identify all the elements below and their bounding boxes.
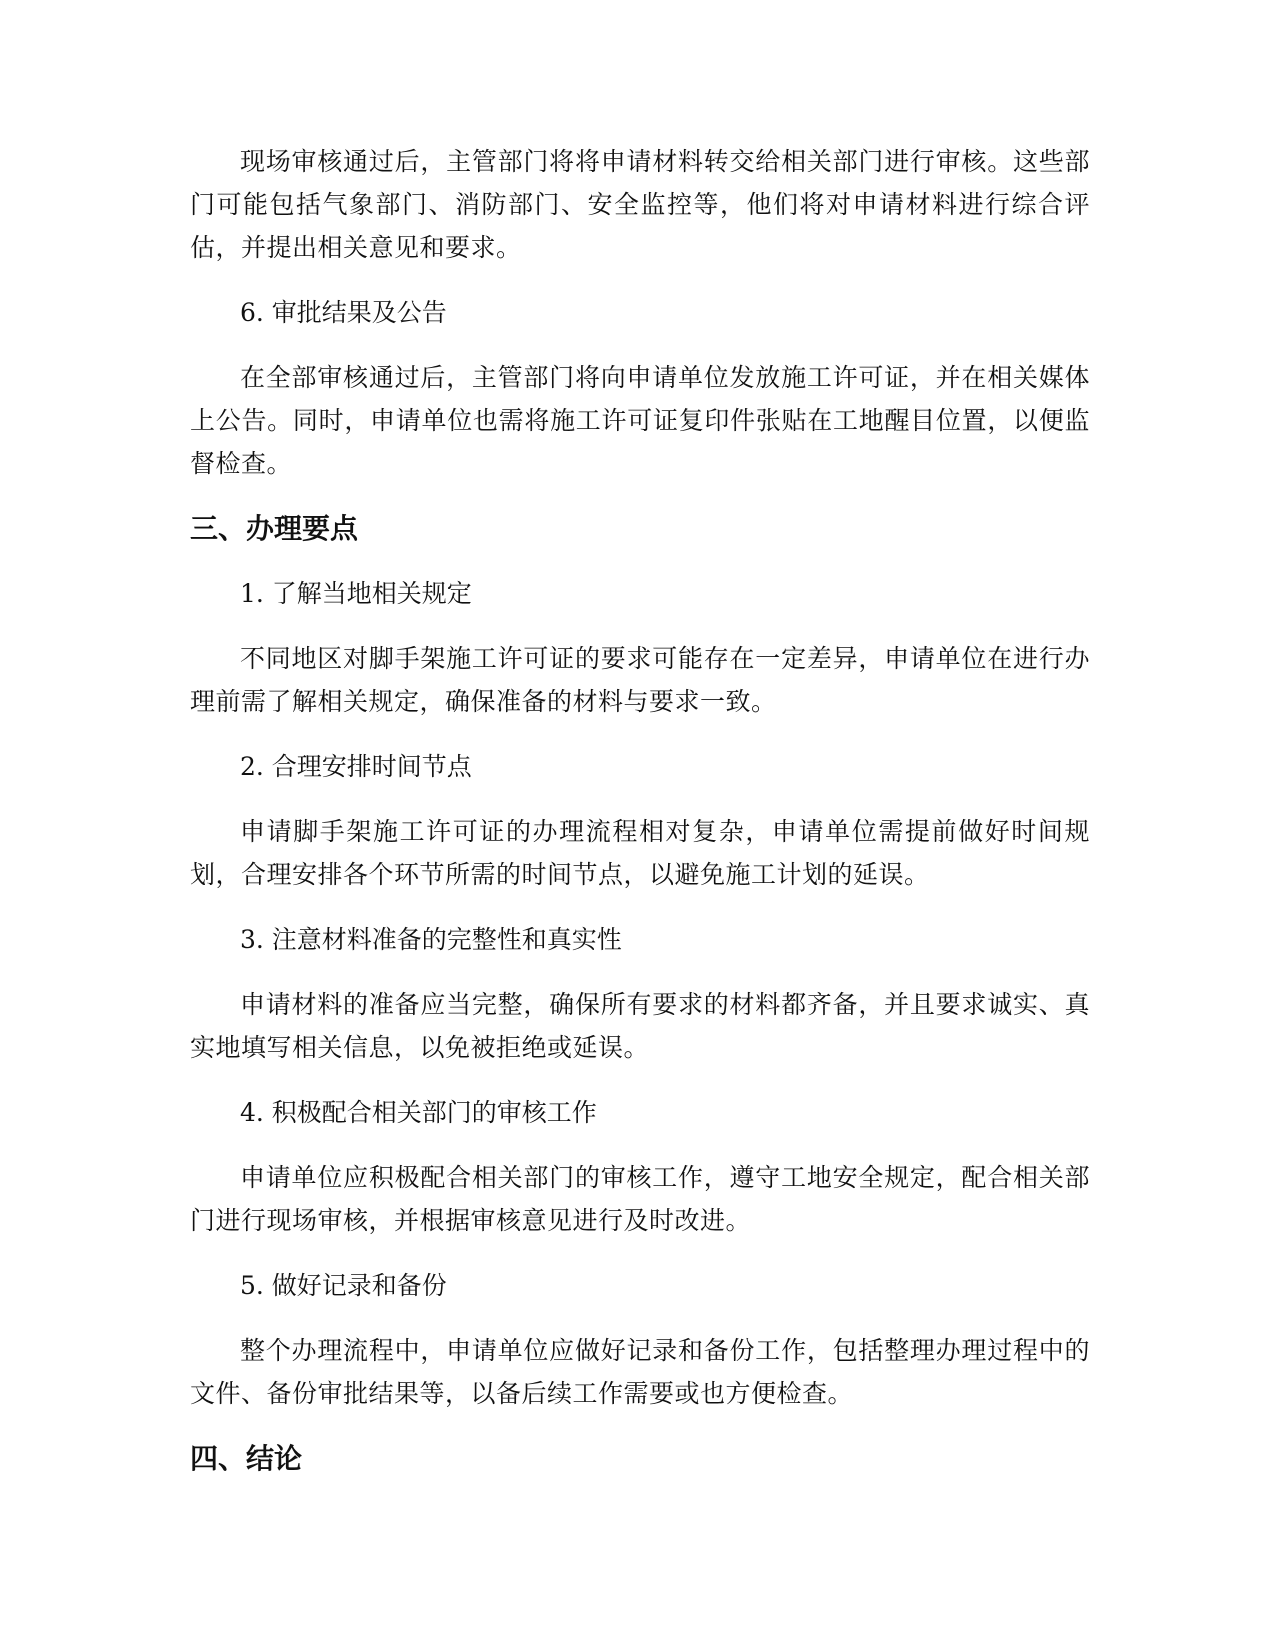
paragraph-material-integrity: 申请材料的准备应当完整，确保所有要求的材料都齐备，并且要求诚实、真实地填写相关信息，以免被拒绝或延误。	[190, 990, 1090, 1062]
subheading-time-schedule: 2. 合理安排时间节点	[240, 752, 472, 781]
paragraph-time-schedule: 申请脚手架施工许可证的办理流程相对复杂，申请单位需提前做好时间规划，合理安排各个环节所需的时间节点，以避免施工计划的延误。	[190, 817, 1090, 889]
section-heading-conclusion: 四、结论	[190, 1442, 303, 1475]
subheading-cooperate-review: 4. 积极配合相关部门的审核工作	[240, 1098, 597, 1127]
paragraph-permit-issuance: 在全部审核通过后，主管部门将向申请单位发放施工许可证，并在相关媒体上公告。同时，申请单位也需将施工许可证复印件张贴在工地醒目位置，以便监督检查。	[190, 363, 1090, 478]
paragraph-local-regulations: 不同地区对脚手架施工许可证的要求可能存在一定差异，申请单位在进行办理前需了解相关规定，确保准备的材料与要求一致。	[190, 644, 1090, 716]
paragraph-records-backup: 整个办理流程中，申请单位应做好记录和备份工作，包括整理办理过程中的文件、备份审批结果等，以备后续工作需要或也方便检查。	[190, 1336, 1090, 1408]
paragraph-cooperate-review: 申请单位应积极配合相关部门的审核工作，遵守工地安全规定，配合相关部门进行现场审核，并根据审核意见进行及时改进。	[190, 1163, 1090, 1235]
subheading-material-integrity: 3. 注意材料准备的完整性和真实性	[240, 925, 622, 954]
section-heading-key-points: 三、办理要点	[190, 512, 359, 545]
document-body	[190, 140, 1090, 1502]
paragraph-review-departments: 现场审核通过后，主管部门将将申请材料转交给相关部门进行审核。这些部门可能包括气象部门、消防部门、安全监控等，他们将对申请材料进行综合评估，并提出相关意见和要求。	[190, 147, 1090, 262]
subheading-local-regulations: 1. 了解当地相关规定	[240, 579, 472, 608]
subheading-records-backup: 5. 做好记录和备份	[240, 1271, 447, 1300]
subheading-approval-result: 6. 审批结果及公告	[240, 298, 447, 327]
